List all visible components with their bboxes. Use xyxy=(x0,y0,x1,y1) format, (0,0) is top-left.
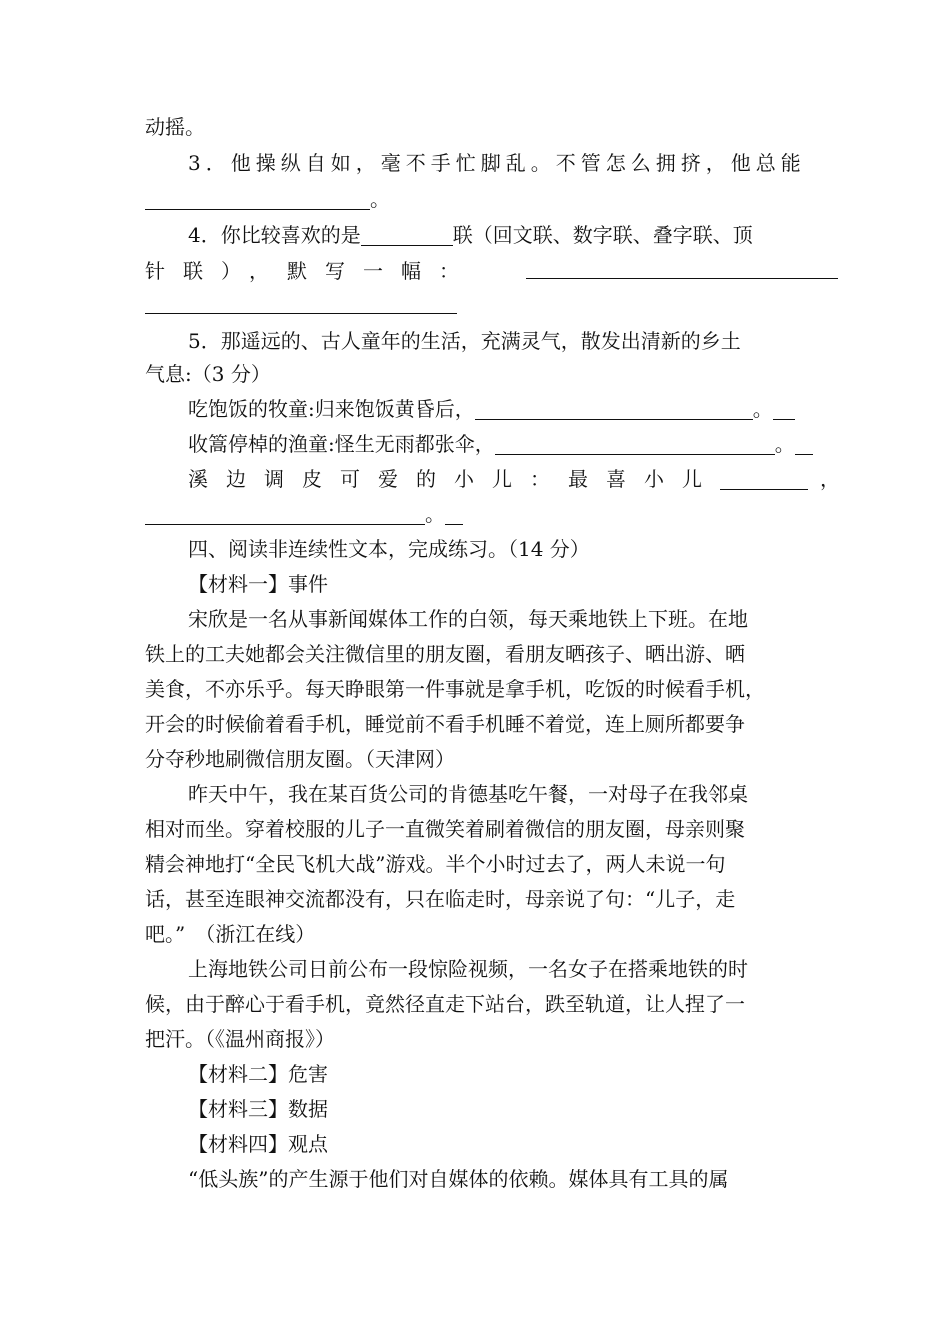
text-fragment: 溪边调皮可爱的小儿：最喜小儿 xyxy=(188,467,720,491)
answer-blank[interactable] xyxy=(495,430,775,455)
answer-blank[interactable] xyxy=(145,500,425,525)
text-fragment: 吃饱饭的牧童:归来饱饭黄昏后， xyxy=(188,397,475,421)
text-fragment: 联（回文联、数字联、叠字联、顶 xyxy=(452,223,753,247)
answer-blank[interactable] xyxy=(526,278,838,279)
material-heading: 【材料一】事件 xyxy=(188,572,328,596)
question-5: 5．那遥远的、古人童年的生活，充满灵气，散发出清新的乡土 xyxy=(188,329,741,353)
question-4-continued: 针联），默写一幅： xyxy=(145,259,477,283)
paragraph-line: 上海地铁公司日前公布一段惊险视频，一名女子在搭乘地铁的时 xyxy=(188,957,748,981)
paragraph-line: 相对而坐。穿着校服的儿子一直微笑着刷着微信的朋友圈，母亲则聚 xyxy=(145,817,745,841)
section-heading: 四、阅读非连续性文本，完成练习。（14 分） xyxy=(188,537,590,561)
answer-blank[interactable] xyxy=(145,313,457,314)
text-fragment: 。 xyxy=(425,502,445,526)
paragraph-line: 把汗。（《温州商报》） xyxy=(145,1027,335,1051)
text-fragment: 。 xyxy=(752,397,773,421)
underline xyxy=(795,430,813,455)
underline xyxy=(773,395,795,420)
paragraph-line: 候，由于醉心于看手机，竟然径直走下站台，跌至轨道，让人捏了一 xyxy=(145,992,745,1016)
underline xyxy=(445,500,463,525)
answer-line-q3 xyxy=(145,184,390,214)
material-heading: 【材料三】数据 xyxy=(188,1097,328,1121)
paragraph-line: “低头族”的产生源于他们对自媒体的依赖。媒体具有工具的属 xyxy=(188,1167,729,1191)
question-3: 3．他操纵自如，毫不手忙脚乱。不管怎么拥挤，他总能 xyxy=(188,151,806,175)
text-fragment: 。 xyxy=(370,187,390,211)
paragraph-line: 铁上的工夫她都会关注微信里的朋友圈，看朋友晒孩子、晒出游、晒 xyxy=(145,642,745,666)
question-4 xyxy=(188,220,753,250)
paragraph-line: 美食，不亦乐乎。每天睁眼第一件事就是拿手机，吃饭的时候看手机， xyxy=(145,677,765,701)
paragraph-line: 精会神地打“全民飞机大战”游戏。半个小时过去了，两人未说一句 xyxy=(145,852,726,876)
paragraph-line: 昨天中午，我在某百货公司的肯德基吃午餐，一对母子在我邻桌 xyxy=(188,782,748,806)
poem-line-child xyxy=(188,464,840,494)
text-fragment: ， xyxy=(820,467,840,491)
text-fragment: 。 xyxy=(774,432,795,456)
answer-blank[interactable] xyxy=(720,465,808,490)
answer-blank[interactable] xyxy=(145,185,370,210)
text-line: 动摇。 xyxy=(145,115,205,139)
material-heading: 【材料四】观点 xyxy=(188,1132,328,1156)
text-fragment: 收篙停棹的渔童:怪生无雨都张伞， xyxy=(188,432,495,456)
paragraph-line: 吧。” （浙江在线） xyxy=(145,922,316,946)
paragraph-line: 分夺秒地刷微信朋友圈。（天津网） xyxy=(145,747,455,771)
poem-line-fisher-boy xyxy=(188,429,813,459)
material-heading: 【材料二】危害 xyxy=(188,1062,328,1086)
poem-line-herd-boy xyxy=(188,394,795,424)
paragraph-line: 开会的时候偷着看手机，睡觉前不看手机睡不着觉，连上厕所都要争 xyxy=(145,712,745,736)
question-5-continued: 气息:（3 分） xyxy=(145,362,271,386)
text-fragment: 4．你比较喜欢的是 xyxy=(188,223,361,247)
answer-line-q5 xyxy=(145,499,463,529)
answer-blank[interactable] xyxy=(361,221,453,246)
paragraph-line: 宋欣是一名从事新闻媒体工作的白领，每天乘地铁上下班。在地 xyxy=(188,607,748,631)
paragraph-line: 话，甚至连眼神交流都没有，只在临走时，母亲说了句：“儿子，走 xyxy=(145,887,736,911)
answer-blank[interactable] xyxy=(475,395,753,420)
